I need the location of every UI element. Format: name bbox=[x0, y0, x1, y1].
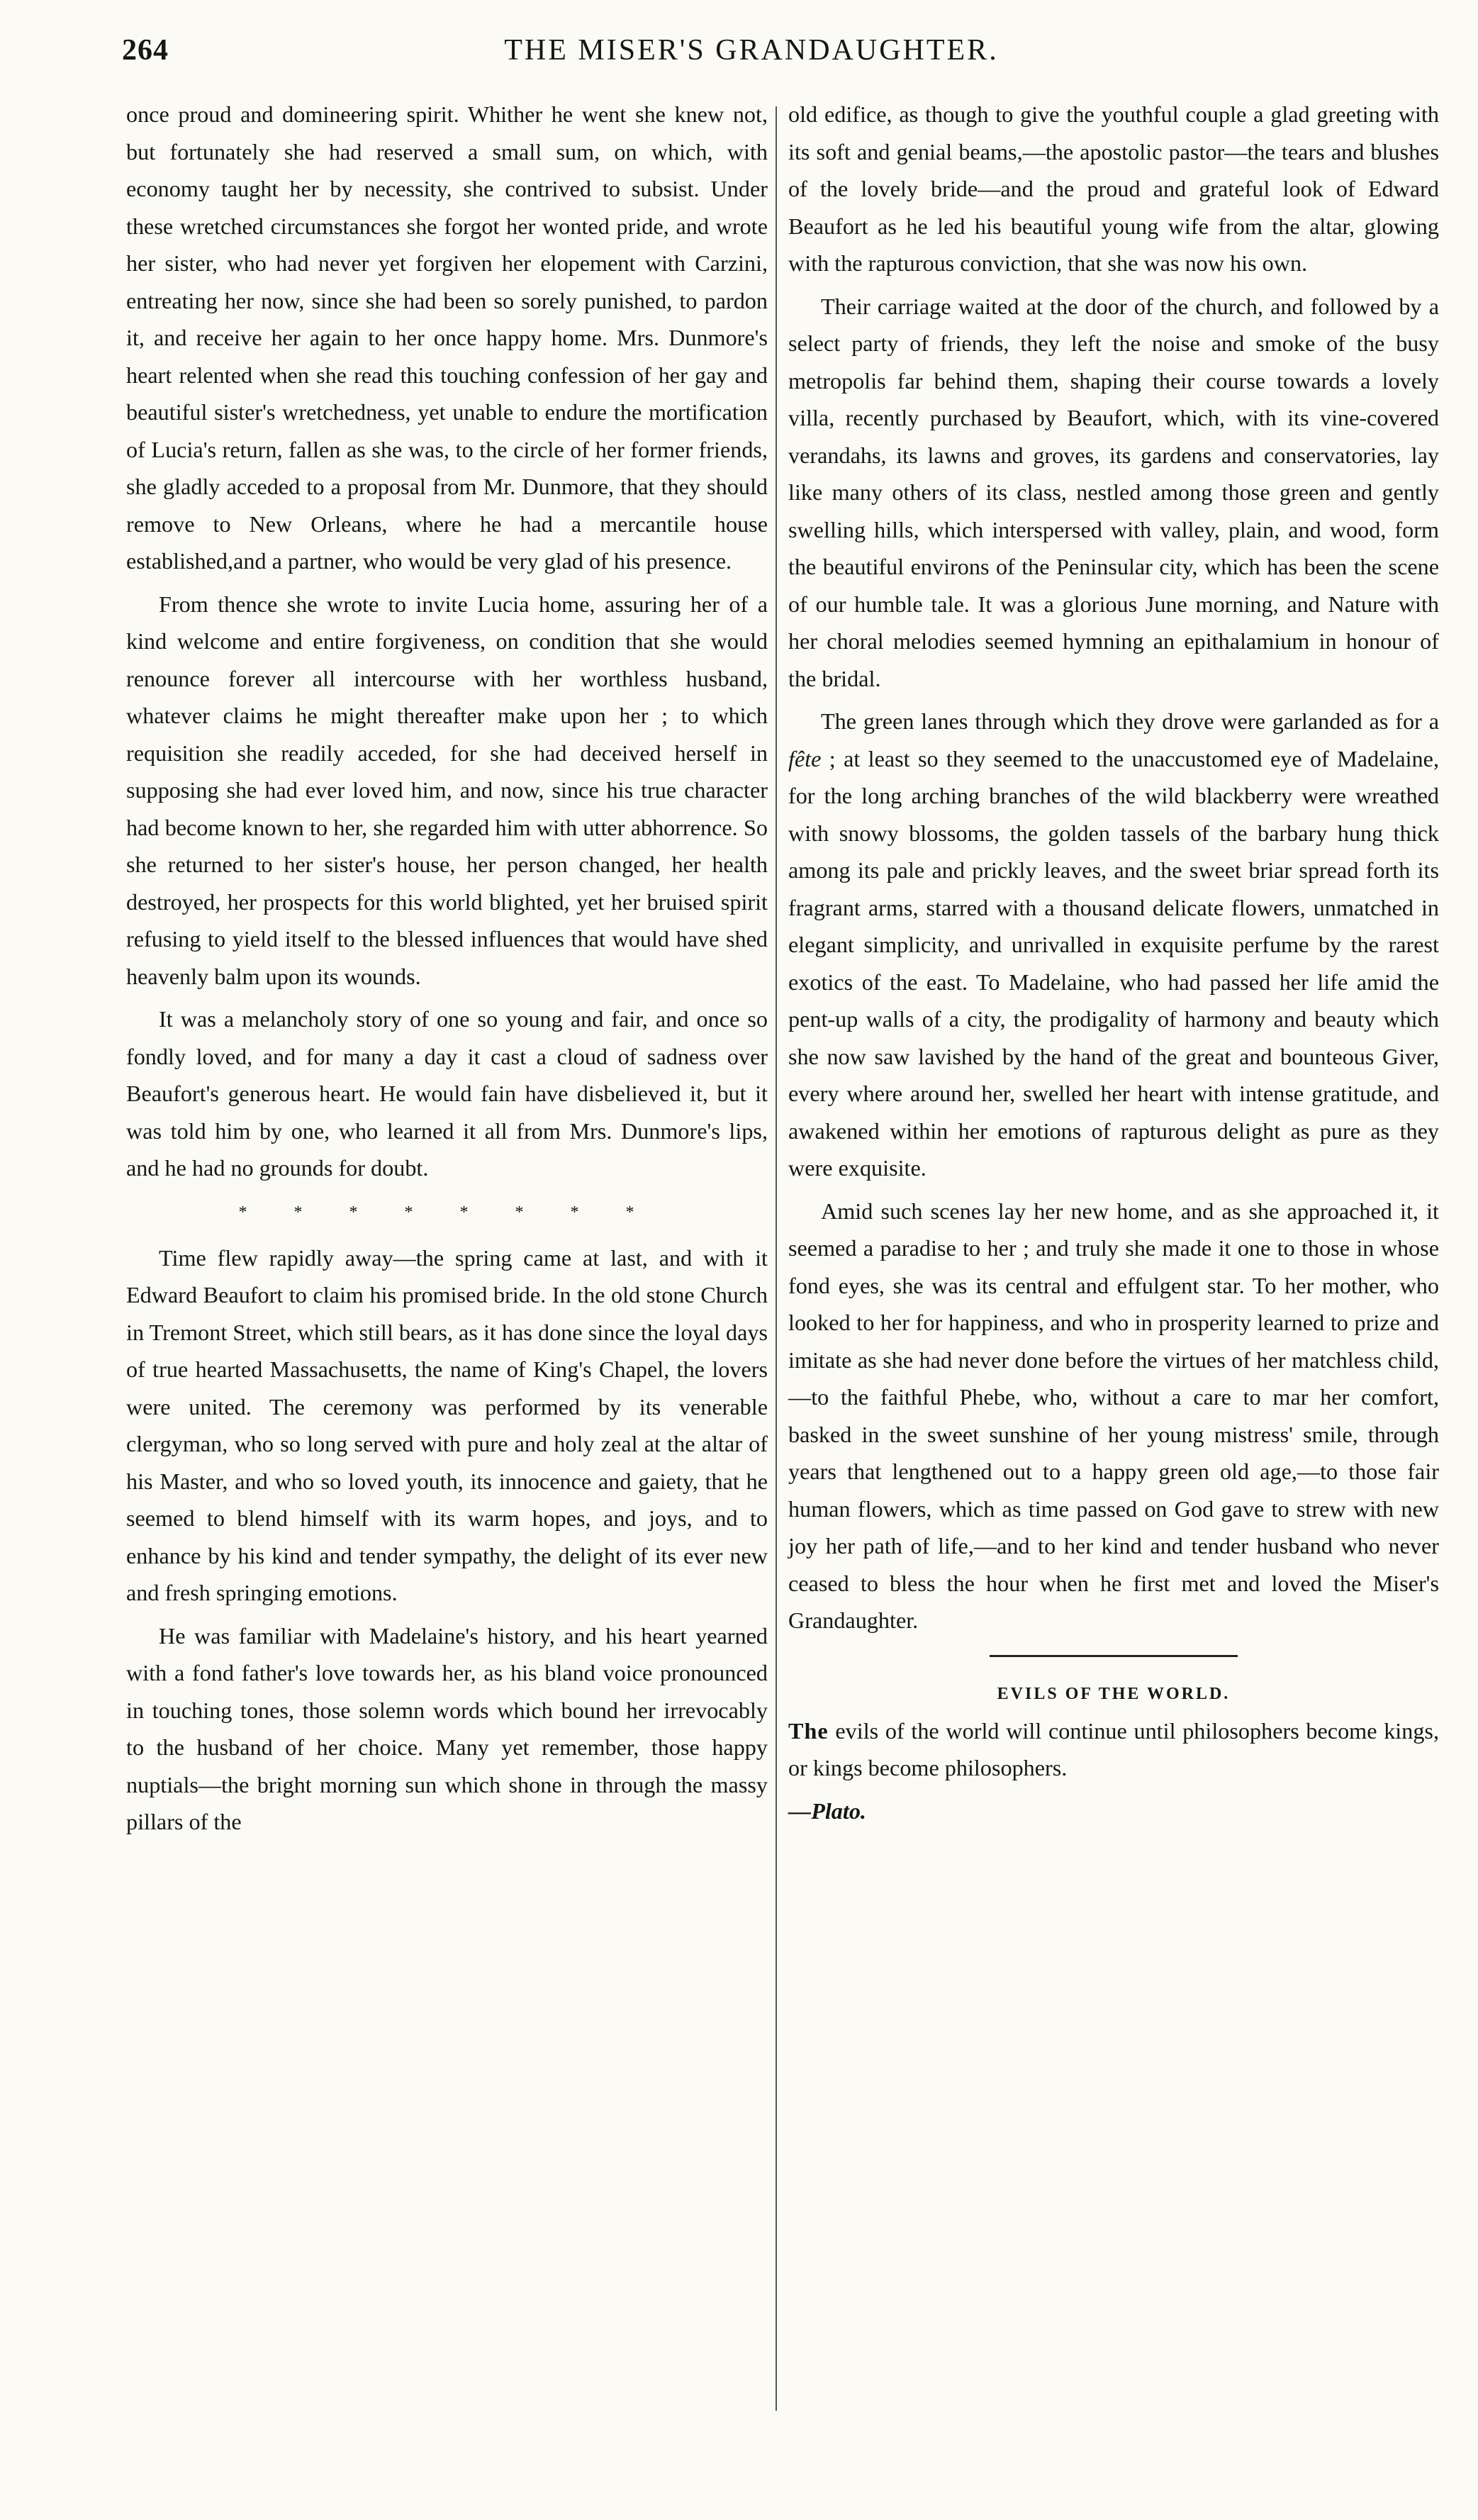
paragraph: Their carriage waited at the door of the church, and followed by a select party of friends, they left the noise and smoke of the busy metropolis far behind them, shaping their course towards a lovely villa, recently purchased by Beaufort, which, with its vine-covered verandahs, its lawns and groves, its gardens and conservatories, lay like many others of its class, nestled among those green and gently swelling hills, which interspersed with valley, plain, and wood, form the beautiful environs of the Peninsular city, which has been the scene of our humble tale. It was a glorious June morning, and Nature with her choral melodies seemed hymning an epithalamium in honour of the bridal. bbox=[788, 293, 1439, 691]
quote-attribution-line bbox=[788, 1793, 1439, 1830]
column-divider bbox=[776, 106, 777, 2411]
paragraph-text: ; at least so they seemed to the unaccustomed eye of Madelaine, for the long arching branches of the wild blackberry were wreathed with snowy blossoms, the golden tassels of the barbary hung thick among its pale and prickly leaves, and the sweet briar spread forth its fragrant arms, starred with a thousand delicate flowers, unmatched in elegant simplicity, and unrivalled in exquisite perfume by the rarest exotics of the east. To Madelaine, who had passed her life amid the pent-up walls of a city, the prodigality of harmony and beauty which she now saw lavished by the hand of the great and bounteous Giver, every where around her, swelled her heart with intense gratitude, and awakened within her emotions of rapturous delight as pure as they were exquisite. bbox=[788, 745, 1439, 1181]
quote-paragraph bbox=[788, 1712, 1439, 1787]
paragraph: Time flew rapidly away—the spring came at last, and with it Edward Beaufort to claim his promised bride. In the old stone Church in Tremont Street, which still bears, as it has done since the loyal days of true hearted Massachusetts, the name of King's Chapel, the lovers were united. The ceremony was performed by its venerable clergyman, who so long served with pure and holy zeal at the altar of his Master, and who so loved youth, its innocence and gaiety, that he seemed to blend himself with its warm hopes, and joys, and to enhance by his kind and tender sympathy, the delight of its ever new and fresh springing emotions. bbox=[126, 1244, 768, 1605]
running-title: THE MISER'S GRANDAUGHTER. bbox=[504, 34, 999, 67]
quote-attribution: —Plato. bbox=[788, 1797, 866, 1824]
paragraph: once proud and domineering spirit. Whither he went she knew not, but fortunately she had reserved a small sum, on which, with economy taught her by necessity, she contrived to subsist. Under these wretched circumstances she forgot her wonted pride, and wrote her sister, who had never yet forgiven her elopement with Carzini, entreating her now, since she had been so sorely punished, to pardon it, and receive her again to her once happy home. Mrs. Dunmore's heart relented when she read this touching confession of her gay and beautiful sister's wretchedness, yet unable to endure the mortification of Lucia's return, fallen as she was, to the circle of her former friends, she gladly acceded to a proposal from Mr. Dunmore, that they should remove to New Orleans, where he had a mercantile house established,and a partner, who would be very glad of his presence. bbox=[126, 101, 768, 574]
paragraph: He was familiar with Madelaine's history, and his heart yearned with a fond father's love towards her, as his bland voice pronounced in touching tones, those solemn words which bound her irrevocably to the husband of her choice. Many yet remember, those happy nuptials—the bright morning sun which shone in through the massy pillars of the bbox=[126, 1622, 768, 1834]
quote-text: evils of the world will continue until philosophers become kings, or kings become philosophers. bbox=[788, 1717, 1439, 1780]
section-title: EVILS OF THE WORLD. bbox=[997, 1684, 1231, 1703]
page-header bbox=[106, 32, 1396, 85]
right-column bbox=[788, 96, 1439, 1835]
paragraph: From thence she wrote to invite Lucia home, assuring her of a kind welcome and entire forgiveness, on condition that she would renounce forever all intercourse with her worthless husband, whatever claims he might thereafter make upon her ; to which requisition she readily acceded, for she had deceived herself in supposing she had ever loved him, and now, since his true character had become known to her, she regarded him with utter abhorrence. So she returned to her sister's house, her person changed, her health destroyed, her prospects for this world blighted, yet her bruised spirit refusing to yield itself to the blessed influences that would have shed heavenly balm upon its wounds. bbox=[126, 591, 768, 989]
quote-lead-word: The bbox=[788, 1717, 829, 1744]
paragraph bbox=[788, 703, 1439, 1187]
page-number: 264 bbox=[122, 34, 169, 67]
italic-word: fête bbox=[788, 745, 822, 771]
section-rule bbox=[990, 1655, 1238, 1657]
section-break-stars: * * * * * * * * bbox=[238, 1203, 656, 1222]
paragraph: It was a melancholy story of one so young and fair, and once so fondly loved, and for many a day it cast a cloud of sadness over Beaufort's generous heart. He would fain have disbelieved it, but it was told him by one, who learned it all from Mrs. Dunmore's lips, and he had no grounds for doubt. bbox=[126, 1006, 768, 1181]
paragraph: Amid such scenes lay her new home, and as she approached it, it seemed a paradise to her ; and truly she made it one to those in whose fond eyes, she was its central and effulgent star. To her mother, who looked to her for happiness, and who in prosperity learned to prize and imitate as she had never done before the virtues of her matchless child,—to the faithful Phebe, who, without a care to mar her comfort, basked in the sweet sunshine of her young mistress' smile, through years that lengthened out to a happy green old age,—to those fair human flowers, which as time passed on God gave to strew with new joy her path of life,—and to her kind and tender husband who never ceased to bless the hour when he first met and loved the Miser's Grandaughter. bbox=[788, 1198, 1439, 1633]
paragraph-text: The green lanes through which they drove were garlanded as for a bbox=[821, 708, 1439, 734]
left-column bbox=[126, 96, 768, 1846]
paragraph: old edifice, as though to give the youthful couple a glad greeting with its soft and genial beams,—the apostolic pastor—the tears and blushes of the lovely bride—and the proud and grateful look of Edward Beaufort as he led his beautiful young wife from the altar, glowing with the rapturous conviction, that she was now his own. bbox=[788, 101, 1439, 276]
